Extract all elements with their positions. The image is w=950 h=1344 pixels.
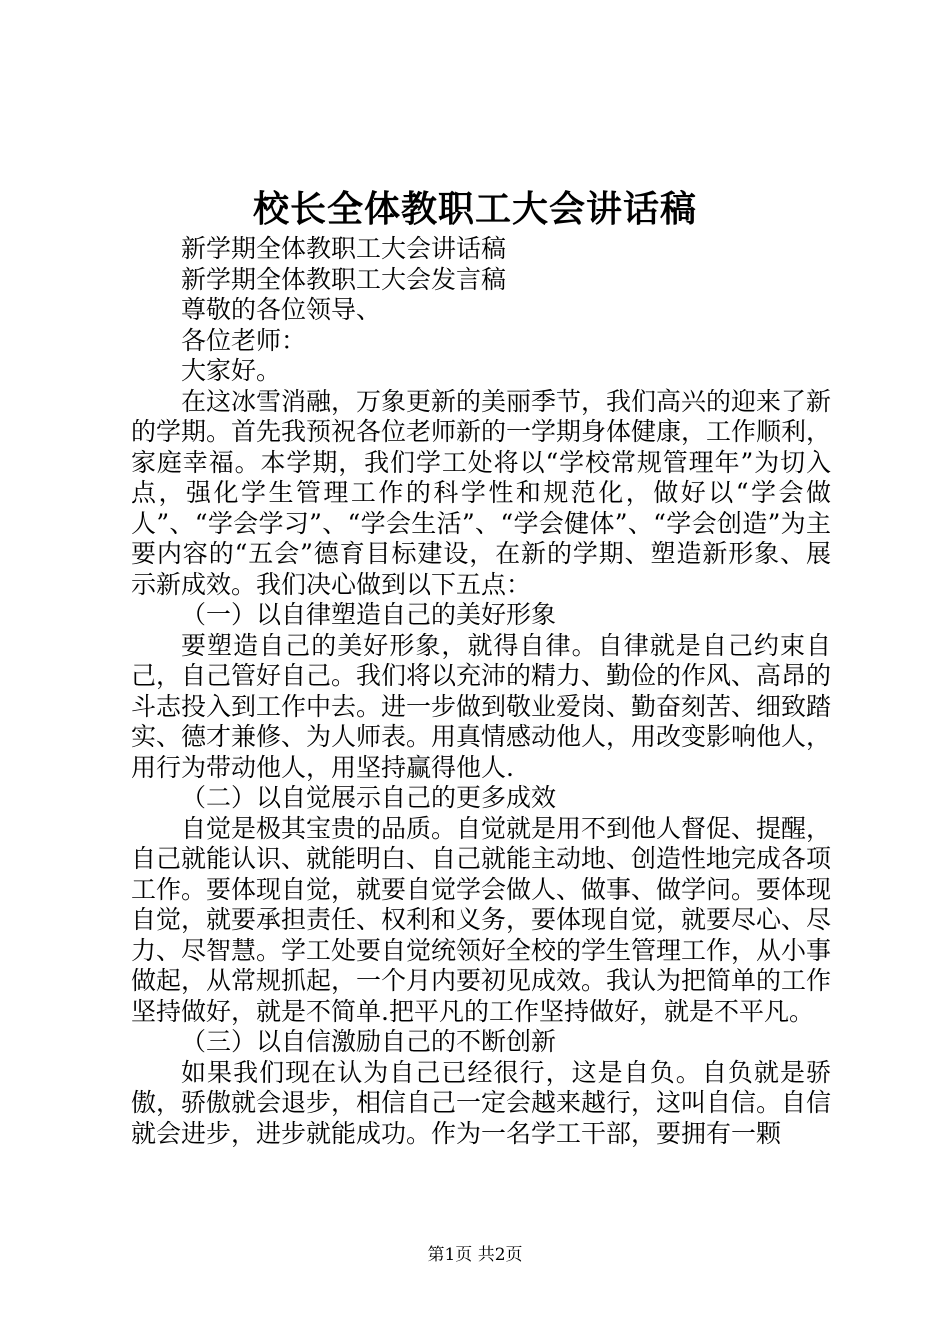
paragraph-subtitle-2: 新学期全体教职工大会发言稿 — [181, 264, 507, 294]
paragraph-salutation-1: 尊敬的各位领导、 — [181, 295, 382, 324]
section-heading-3: （三）以自信激励自己的不断创新 — [181, 1027, 557, 1056]
paragraph-intro: 在这冰雪消融，万象更新的美丽季节，我们高兴的迎来了新的学期。首先我预祝各位老师新的一学期身体健康，工作顺利，家庭幸福。本学期，我们学工处将以“学校常规管理年”为切入点，强化学生管理工作的科学性和规范化，做好以“学会做人”、“学会学习”、“学会生活”、“学会健体”、“学会创造”为主要内容的“五会”德育目标建设，在新的学期、塑造新形象、展示新成效。我们决心做到以下五点： — [131, 386, 832, 599]
paragraph-salutation-2: 各位老师： — [181, 325, 307, 355]
paragraph-subtitle-1: 新学期全体教职工大会讲话稿 — [181, 234, 507, 263]
paragraph-section-3: 如果我们现在认为自己已经很行，这是自负。自负就是骄傲，骄傲就会退步，相信自己一定会越来越行，这叫自信。自信就会进步，进步就能成功。作为一名学工干部，要拥有一颗 — [131, 1057, 832, 1148]
page-footer: 第1页 共2页 — [427, 1245, 523, 1265]
section-heading-1: （一）以自律塑造自己的美好形象 — [181, 600, 557, 629]
paragraph-section-2: 自觉是极其宝贵的品质。自觉就是用不到他人督促、提醒，自己就能认识、就能明白、自己就能主动地、创造性地完成各项工作。要体现自觉，就要自觉学会做人、做事、做学问。要体现自觉，就要承担责任、权利和义务，要体现自觉，就要尽心、尽力、尽智慧。学工处要自觉统领好全校的学生管理工作，从小事做起，从常规抓起，一个月内要初见成效。我认为把简单的工作坚持做好，就是不简单.把平凡的工作坚持做好，就是不平凡。 — [131, 813, 832, 1026]
section-heading-2: （二）以自觉展示自己的更多成效 — [181, 783, 557, 812]
paragraph-greeting: 大家好。 — [181, 356, 282, 385]
document-body — [131, 234, 831, 1149]
document-title: 校长全体教职工大会讲话稿 — [252, 188, 697, 230]
paragraph-section-1: 要塑造自己的美好形象，就得自律。自律就是自己约束自己，自己管好自己。我们将以充沛的精力、勤俭的作风、高昂的斗志投入到工作中去。进一步做到敬业爱岗、勤奋刻苦、细致踏实、德才兼修、为人师表。用真情感动他人，用改变影响他人，用行为带动他人，用坚持赢得他人. — [131, 630, 832, 782]
